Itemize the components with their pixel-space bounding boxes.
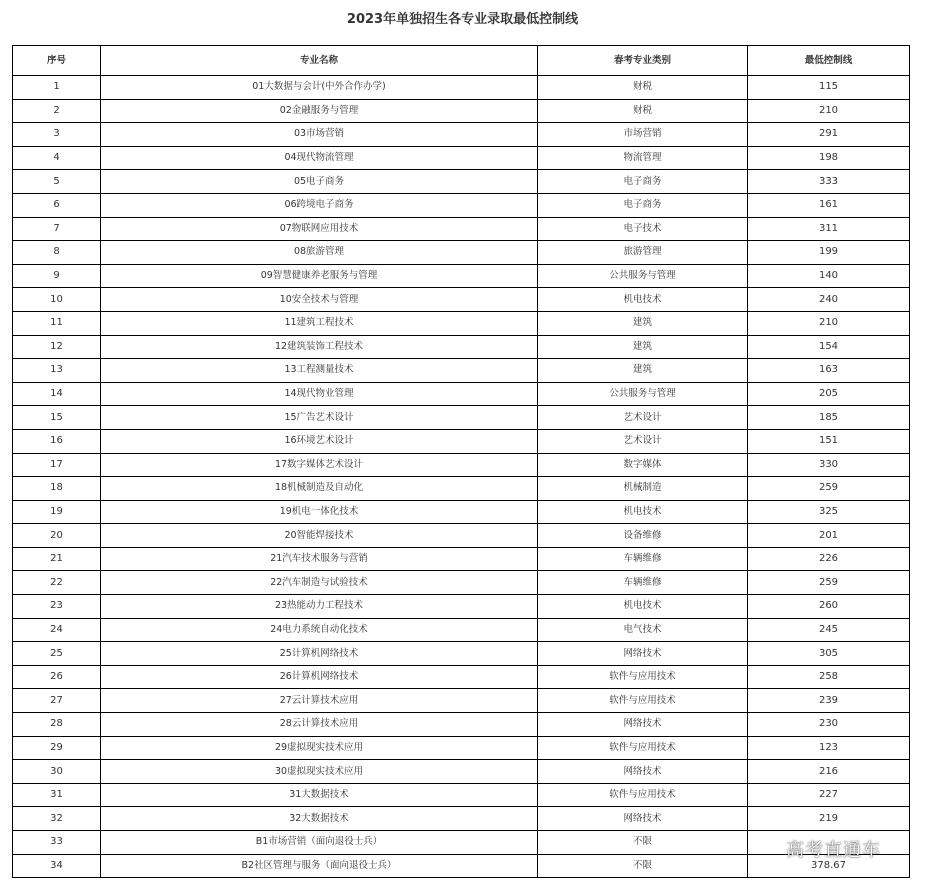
min-score: 305 [748,642,910,666]
min-score: 311 [748,217,910,241]
table-row [13,264,910,288]
table-row [13,241,910,265]
row-index: 19 [13,500,101,524]
row-index: 23 [13,595,101,619]
min-score: 259 [748,477,910,501]
category: 网络技术 [538,713,748,737]
min-score: 210 [748,311,910,335]
major-name: 28云计算技术应用 [101,713,538,737]
table-row [13,665,910,689]
category: 车辆维修 [538,571,748,595]
row-index: 10 [13,288,101,312]
category: 建筑 [538,335,748,359]
major-name: 25计算机网络技术 [101,642,538,666]
min-score: 163 [748,359,910,383]
table-row [13,311,910,335]
major-name: 32大数据技术 [101,807,538,831]
table-row [13,760,910,784]
header-min-score: 最低控制线 [748,46,910,76]
table-row [13,477,910,501]
min-score: 260 [748,595,910,619]
major-name: 29虚拟现实技术应用 [101,736,538,760]
row-index: 8 [13,241,101,265]
category: 软件与应用技术 [538,689,748,713]
admission-score-table [12,45,910,878]
category: 不限 [538,831,748,855]
row-index: 20 [13,524,101,548]
min-score: 123 [748,736,910,760]
min-score: 198 [748,146,910,170]
major-name: B2社区管理与服务（面向退役士兵） [101,854,538,878]
min-score: 154 [748,335,910,359]
min-score: 199 [748,241,910,265]
category: 数字媒体 [538,453,748,477]
row-index: 24 [13,618,101,642]
min-score: 210 [748,99,910,123]
min-score: 245 [748,618,910,642]
table-row [13,807,910,831]
major-name: 20智能焊接技术 [101,524,538,548]
category: 设备维修 [538,524,748,548]
major-name: 03市场营销 [101,123,538,147]
category: 网络技术 [538,642,748,666]
min-score: 115 [748,76,910,100]
row-index: 31 [13,783,101,807]
min-score: 226 [748,547,910,571]
row-index: 17 [13,453,101,477]
min-score: 258 [748,665,910,689]
category: 市场营销 [538,123,748,147]
row-index: 25 [13,642,101,666]
major-name: B1市场营销（面向退役士兵） [101,831,538,855]
category: 财税 [538,99,748,123]
category: 不限 [538,854,748,878]
row-index: 5 [13,170,101,194]
category: 公共服务与管理 [538,382,748,406]
row-index: 29 [13,736,101,760]
row-index: 13 [13,359,101,383]
table-row [13,854,910,878]
table-row [13,382,910,406]
category: 建筑 [538,359,748,383]
min-score: 333 [748,170,910,194]
min-score: 185 [748,406,910,430]
category: 机电技术 [538,288,748,312]
table-row [13,193,910,217]
row-index: 26 [13,665,101,689]
major-name: 10安全技术与管理 [101,288,538,312]
min-score: 240 [748,288,910,312]
category: 机械制造 [538,477,748,501]
category: 电子技术 [538,217,748,241]
table-row [13,642,910,666]
major-name: 27云计算技术应用 [101,689,538,713]
table-row [13,453,910,477]
row-index: 18 [13,477,101,501]
row-index: 7 [13,217,101,241]
row-index: 11 [13,311,101,335]
category: 公共服务与管理 [538,264,748,288]
category: 软件与应用技术 [538,665,748,689]
category: 财税 [538,76,748,100]
row-index: 1 [13,76,101,100]
row-index: 3 [13,123,101,147]
category: 旅游管理 [538,241,748,265]
watermark: 高考直通车 [786,840,881,861]
category: 软件与应用技术 [538,736,748,760]
row-index: 15 [13,406,101,430]
row-index: 16 [13,429,101,453]
row-index: 32 [13,807,101,831]
table-row [13,500,910,524]
major-name: 04现代物流管理 [101,146,538,170]
major-name: 19机电一体化技术 [101,500,538,524]
major-name: 18机械制造及自动化 [101,477,538,501]
category: 网络技术 [538,760,748,784]
category: 机电技术 [538,595,748,619]
major-name: 23热能动力工程技术 [101,595,538,619]
major-name: 24电力系统自动化技术 [101,618,538,642]
row-index: 33 [13,831,101,855]
major-name: 13工程测量技术 [101,359,538,383]
major-name: 06跨境电子商务 [101,193,538,217]
table-row [13,99,910,123]
table-row [13,689,910,713]
category: 艺术设计 [538,429,748,453]
major-name: 16环境艺术设计 [101,429,538,453]
category: 机电技术 [538,500,748,524]
category: 软件与应用技术 [538,783,748,807]
table-row [13,736,910,760]
row-index: 6 [13,193,101,217]
table-row [13,288,910,312]
category: 物流管理 [538,146,748,170]
table-row [13,524,910,548]
table-row [13,547,910,571]
major-name: 30虚拟现实技术应用 [101,760,538,784]
min-score: 230 [748,713,910,737]
min-score: 140 [748,264,910,288]
major-name: 26计算机网络技术 [101,665,538,689]
min-score: 259 [748,571,910,595]
major-name: 01大数据与会计(中外合作办学) [101,76,538,100]
min-score: 378.67 [748,854,910,878]
table-row [13,359,910,383]
major-name: 14现代物业管理 [101,382,538,406]
row-index: 2 [13,99,101,123]
major-name: 12建筑装饰工程技术 [101,335,538,359]
table-row [13,713,910,737]
table-row [13,783,910,807]
table-row [13,595,910,619]
row-index: 28 [13,713,101,737]
category: 电气技术 [538,618,748,642]
table-row [13,146,910,170]
row-index: 9 [13,264,101,288]
page-title: 2023年单独招生各专业录取最低控制线 [346,12,579,27]
category: 电子商务 [538,193,748,217]
table-row [13,618,910,642]
min-score: 216 [748,760,910,784]
min-score: 151 [748,429,910,453]
header-index: 序号 [13,46,101,76]
major-name: 05电子商务 [101,170,538,194]
row-index: 34 [13,854,101,878]
min-score: 227 [748,783,910,807]
row-index: 4 [13,146,101,170]
min-score: 205 [748,382,910,406]
row-index: 30 [13,760,101,784]
row-index: 22 [13,571,101,595]
row-index: 14 [13,382,101,406]
min-score: 325 [748,500,910,524]
header-category: 春考专业类别 [538,46,748,76]
category: 艺术设计 [538,406,748,430]
category: 网络技术 [538,807,748,831]
header-major-name: 专业名称 [101,46,538,76]
major-name: 31大数据技术 [101,783,538,807]
major-name: 09智慧健康养老服务与管理 [101,264,538,288]
category: 建筑 [538,311,748,335]
major-name: 22汽车制造与试验技术 [101,571,538,595]
table-header-row [13,46,910,76]
table-row [13,429,910,453]
table-row [13,123,910,147]
major-name: 17数字媒体艺术设计 [101,453,538,477]
table-row [13,170,910,194]
min-score: 239 [748,689,910,713]
major-name: 02金融服务与管理 [101,99,538,123]
major-name: 11建筑工程技术 [101,311,538,335]
major-name: 07物联网应用技术 [101,217,538,241]
major-name: 21汽车技术服务与营销 [101,547,538,571]
min-score: 161 [748,193,910,217]
major-name: 15广告艺术设计 [101,406,538,430]
min-score: 291 [748,123,910,147]
min-score: 201 [748,524,910,548]
category: 电子商务 [538,170,748,194]
row-index: 12 [13,335,101,359]
min-score: 330 [748,453,910,477]
table-row [13,831,910,855]
table-row [13,335,910,359]
table-row [13,217,910,241]
table-row [13,76,910,100]
table-row [13,406,910,430]
row-index: 21 [13,547,101,571]
category: 车辆维修 [538,547,748,571]
major-name: 08旅游管理 [101,241,538,265]
min-score: 219 [748,807,910,831]
row-index: 27 [13,689,101,713]
table-row [13,571,910,595]
